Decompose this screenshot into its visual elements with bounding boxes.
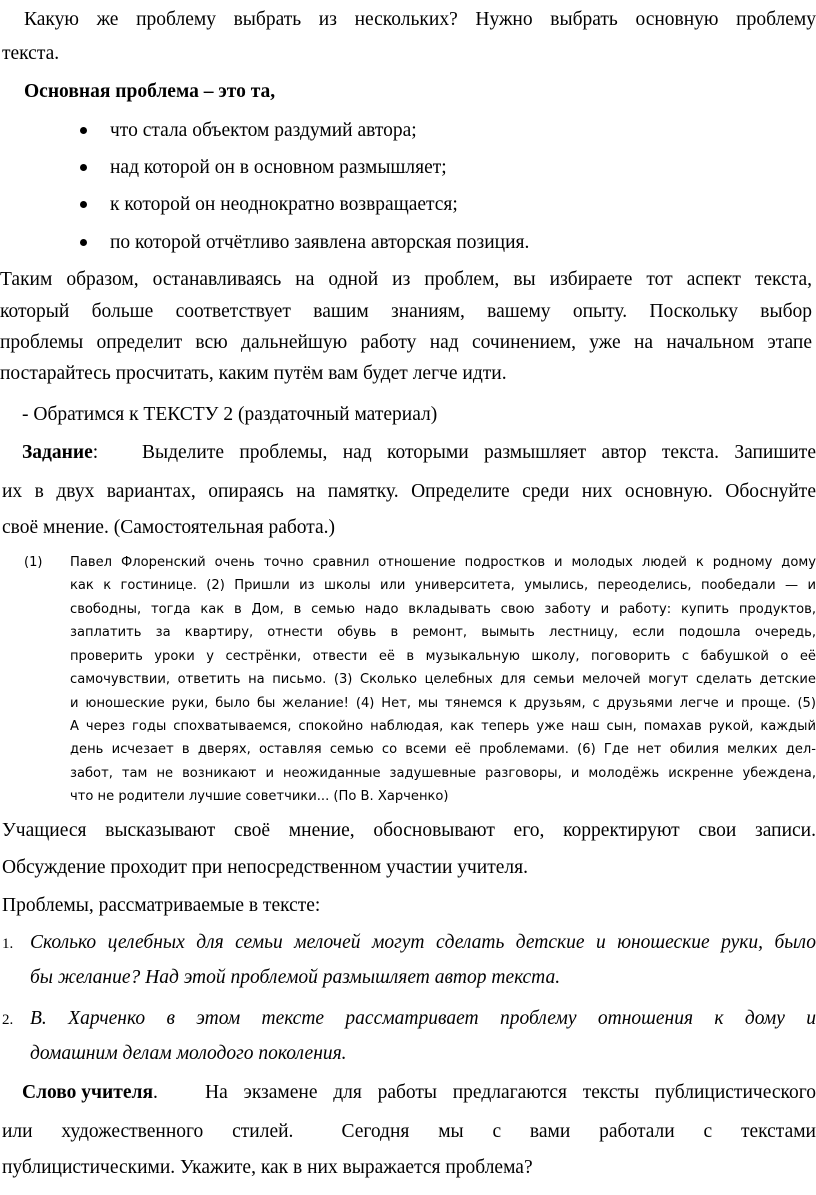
bullet-dot-icon — [80, 164, 87, 171]
discussion-line-2: Обсуждение проходит при непосредственном участии учителя. — [2, 857, 528, 878]
intro-line-2: текста. — [2, 43, 60, 64]
conclusion-line: который больше соответствует вашим знаниям, вашему опыту. Поскольку выбор — [0, 301, 812, 322]
source-text-line: день исчезает в дверях, оставляя семью со всеми её проблемами. (6) Где нет обилия мелких дел- — [70, 742, 816, 757]
conclusion-line: Таким образом, останавливаясь на одной из проблем, вы избираете тот аспект текста, — [0, 269, 812, 290]
conclusion-line: постарайтесь просчитать, каким путём вам будет легче идти. — [0, 363, 507, 384]
bullet-item: над которой он в основном размышляет; — [110, 157, 447, 178]
teacher-line-2: или художественного стилей. Сегодня мы с вами работали с текстами — [2, 1121, 816, 1142]
bullet-dot-icon — [80, 239, 87, 246]
task-label: Задание — [22, 442, 93, 463]
problem-number: 1. — [2, 936, 14, 952]
teacher-label-line — [22, 1081, 158, 1105]
problem-item-line: Сколько целебных для семьи мелочей могут сделать детские и юношеские руки, было — [30, 932, 816, 953]
source-text-line: забот, там не возникают и неожиданные задушевные разговоры, и молодёжь искренне убеждена, — [70, 766, 816, 781]
source-text-line: свободны, тогда как в Дом, в семью надо вкладывать свою заботу и работу: купить продуктов, — [70, 602, 816, 617]
task-line-1: Выделите проблемы, над которыми размышляет автор текста. Запишите — [142, 442, 816, 463]
conclusion-line: проблемы определит всю дальнейшую работу над сочинением, уже на начальном этапе — [0, 332, 812, 353]
source-text-number: (1) — [24, 555, 43, 570]
teacher-dot: . — [153, 1082, 158, 1103]
source-text-line: заплатить за квартиру, отнести обувь в ремонт, вымыть лестницу, если подошла очередь, — [70, 625, 816, 640]
bullet-item: что стала объектом раздумий автора; — [110, 120, 417, 141]
problem-item-line: бы желание? Над этой проблемой размышляет автор текста. — [30, 967, 561, 988]
task-line-2: их в двух вариантах, опираясь на памятку. Определите среди них основную. Обоснуйте — [2, 481, 816, 502]
teacher-line-1: На экзамене для работы предлагаются тексты публицистического — [205, 1082, 816, 1103]
problems-heading: Проблемы, рассматриваемые в тексте: — [2, 895, 321, 916]
teacher-line-3: публицистическими. Укажите, как в них выражается проблема? — [2, 1157, 533, 1178]
teacher-label: Слово учителя — [22, 1082, 154, 1103]
task-label-line — [22, 441, 98, 465]
task-colon: : — [92, 442, 99, 463]
problem-item-line: домашним делам молодого поколения. — [30, 1043, 347, 1064]
discussion-line-1: Учащиеся высказывают своё мнение, обосновывают его, корректируют свои записи. — [2, 820, 816, 841]
bullet-dot-icon — [80, 127, 87, 134]
refer-line: - Обратимся к ТЕКСТУ 2 (раздаточный материал) — [22, 404, 438, 425]
bullet-item: к которой он неоднократно возвращается; — [110, 194, 458, 215]
bullet-item: по которой отчётливо заявлена авторская позиция. — [110, 232, 530, 253]
problem-item-line: В. Харченко в этом тексте рассматривает проблему отношения к дому и — [30, 1008, 816, 1029]
source-text-line: что не родители лучшие советчики... (По В. Харченко) — [70, 789, 449, 804]
source-text-line: Павел Флоренский очень точно сравнил отношение подростков и молодых людей к родному дому — [70, 555, 816, 570]
intro-line-1: Какую же проблему выбрать из нескольких? Нужно выбрать основную проблему — [24, 9, 816, 30]
source-text-line: проверить уроки у сестрёнки, отвести её в музыкальную школу, поговорить с бабушкой о её — [70, 649, 816, 664]
problem-number: 2. — [2, 1012, 14, 1028]
source-text-line: как к гостинице. (2) Пришли из школы или университета, умылись, переоделись, пообедали — и — [70, 578, 816, 593]
source-text-line: А через годы спохватываемся, спокойно наблюдая, как теперь уже наш сын, помахав рукой, каждый — [70, 719, 816, 734]
source-text-line: самочувствии, ответить на письмо. (3) Сколько целебных для семьи мелочей могут сделать детские — [70, 672, 816, 687]
bullet-dot-icon — [80, 201, 87, 208]
source-text-line: и юношеские руки, было бы желание! (4) Нет, мы тянемся к друзьям, с друзьями легче и проще. (5) — [70, 696, 816, 711]
task-line-3: своё мнение. (Самостоятельная работа.) — [2, 517, 336, 538]
main-problem-heading: Основная проблема – это та, — [24, 81, 276, 102]
